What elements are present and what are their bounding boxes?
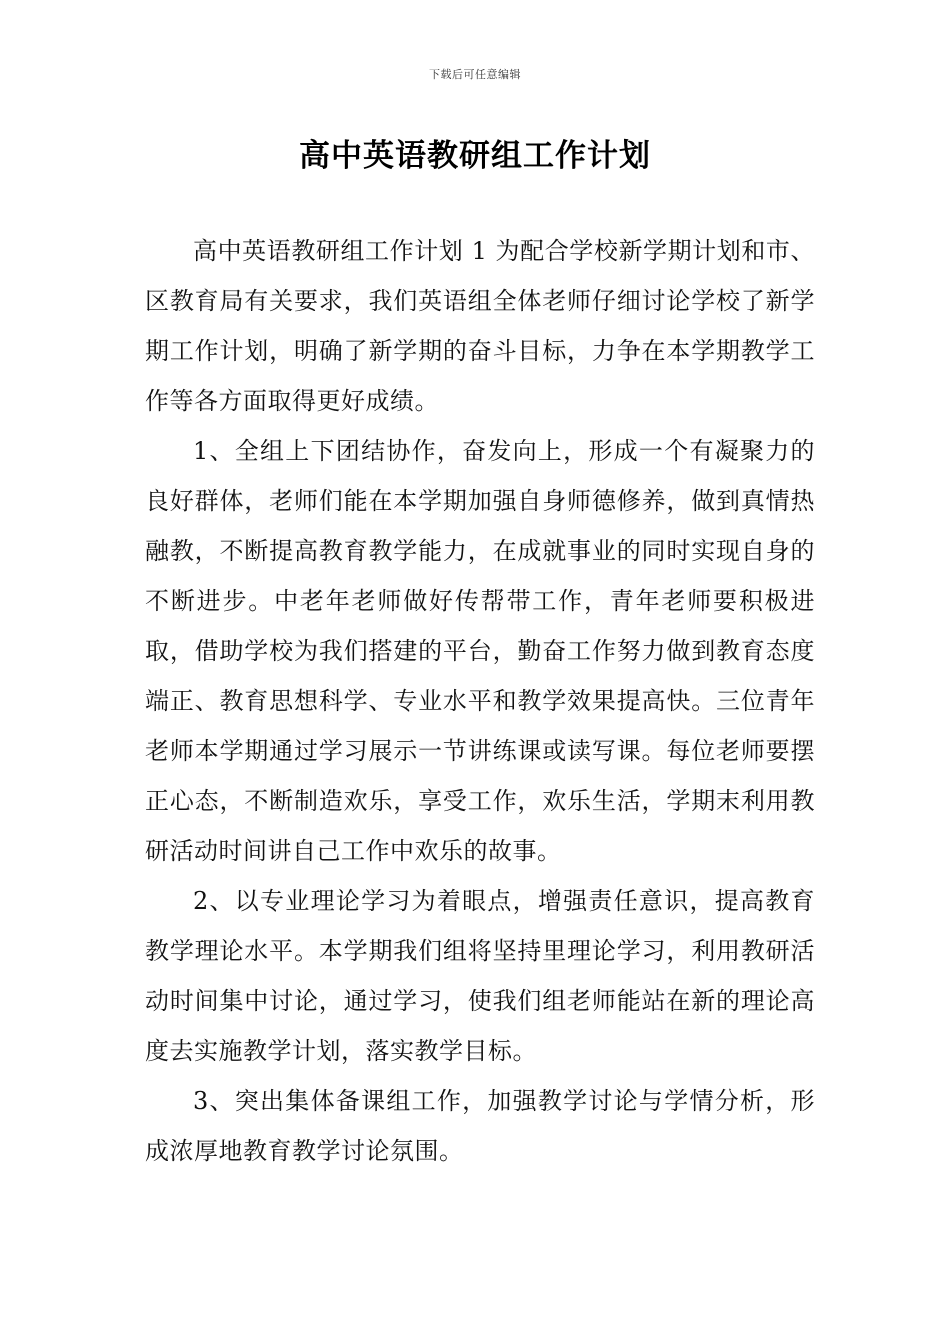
paragraph-item-2: 2、以专业理论学习为着眼点，增强责任意识，提高教育教学理论水平。本学期我们组将坚持里理论学习，利用教研活动时间集中讨论，通过学习，使我们组老师能站在新的理论高度去实施教学计划，落实教学目标。 [145, 887, 815, 1065]
paragraph-item-1: 1、全组上下团结协作，奋发向上，形成一个有凝聚力的良好群体，老师们能在本学期加强自身师德修养，做到真情热融教，不断提高教育教学能力，在成就事业的同时实现自身的不断进步。中老年老师做好传帮带工作，青年老师要积极进取，借助学校为我们搭建的平台，勤奋工作努力做到教育态度端正、教育思想科学、专业水平和教学效果提高快。三位青年老师本学期通过学习展示一节讲练课或读写课。每位老师要摆正心态，不断制造欢乐，享受工作，欢乐生活，学期末利用教研活动时间讲自己工作中欢乐的故事。 [145, 437, 815, 865]
header-note: 下载后可任意编辑 [429, 68, 521, 81]
paragraph-item-3: 3、突出集体备课组工作，加强教学讨论与学情分析，形成浓厚地教育教学讨论氛围。 [145, 1087, 815, 1165]
document-title: 高中英语教研组工作计划 [299, 138, 651, 174]
paragraph-intro: 高中英语教研组工作计划 1 为配合学校新学期计划和市、区教育局有关要求，我们英语组全体老师仔细讨论学校了新学期工作计划，明确了新学期的奋斗目标，力争在本学期教学工作等各方面取得更好成绩。 [145, 237, 815, 415]
document-body [145, 226, 815, 1176]
